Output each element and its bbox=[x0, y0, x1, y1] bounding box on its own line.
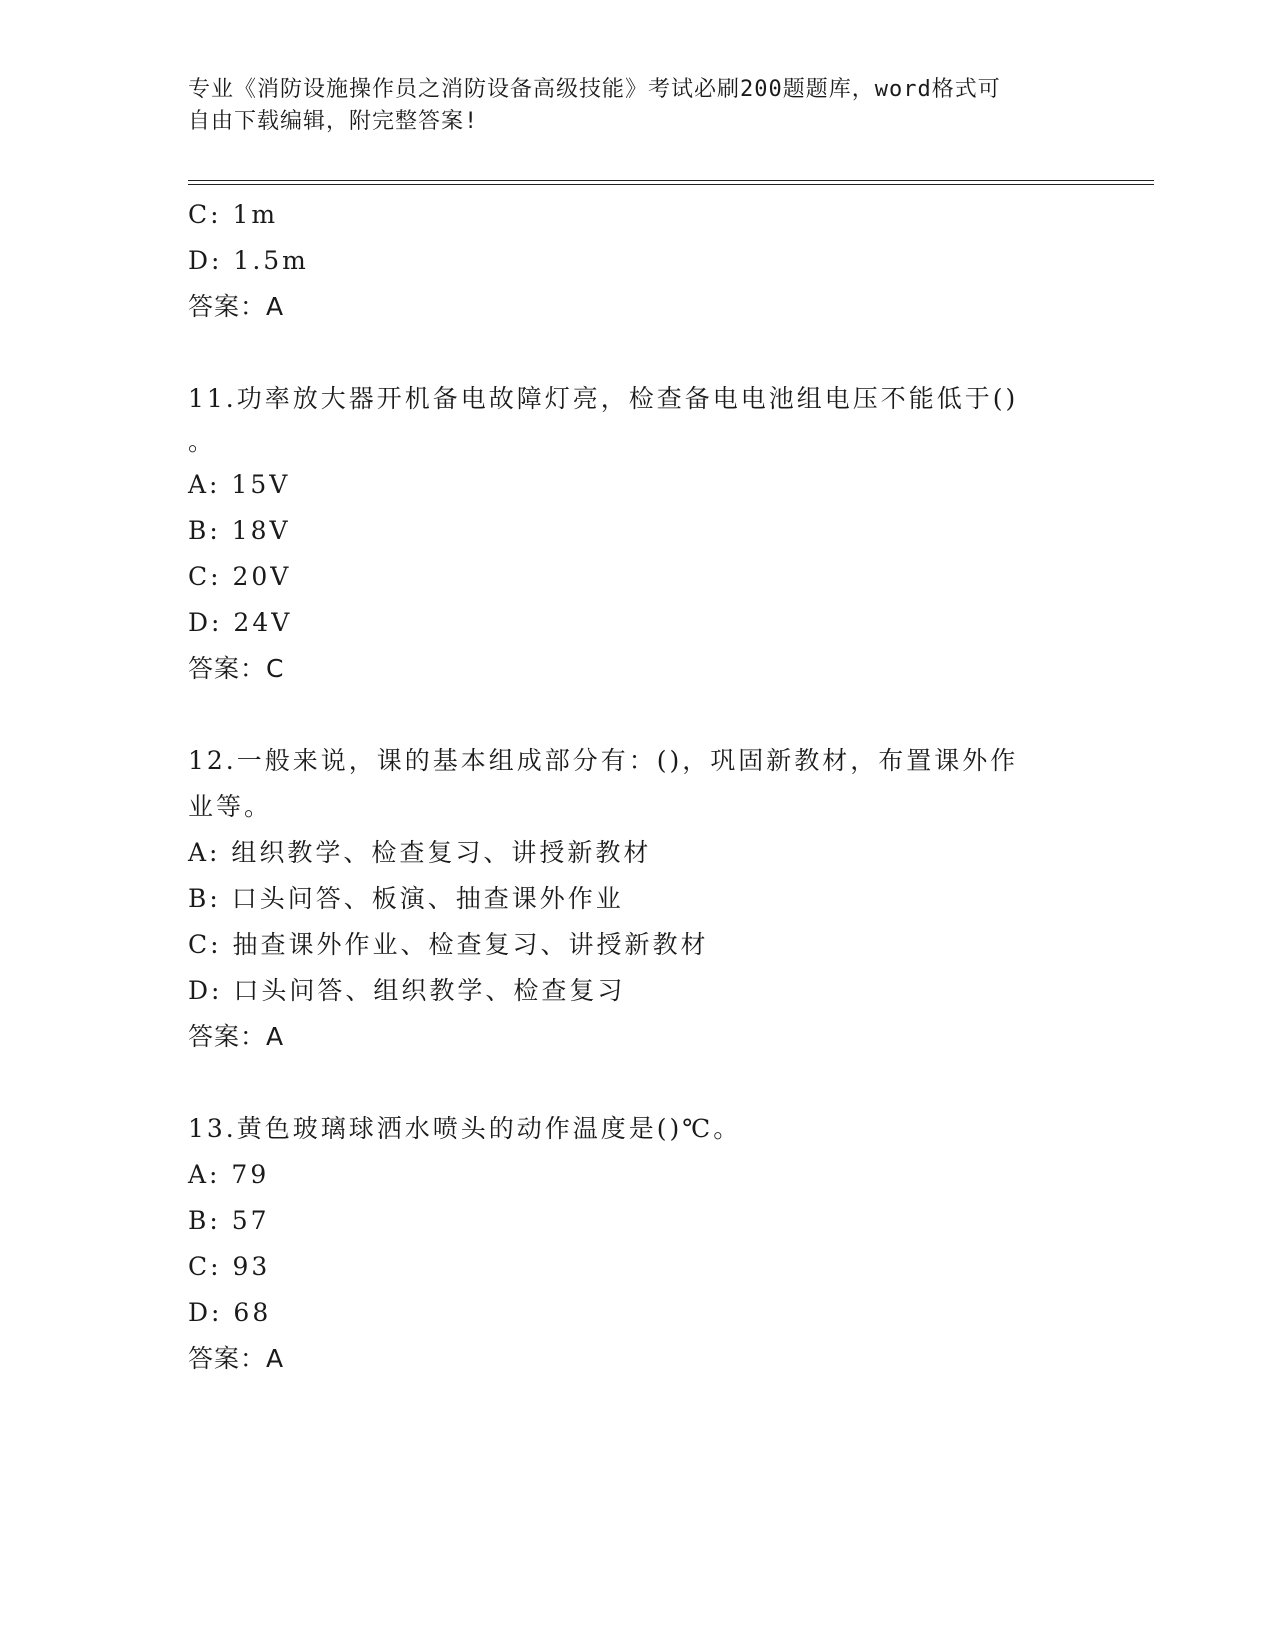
question-stem: 11.功率放大器开机备电故障灯亮，检查备电电池组电压不能低于() bbox=[188, 384, 1019, 413]
header-divider-top bbox=[188, 180, 1154, 181]
option-b: B: 57 bbox=[188, 1206, 270, 1235]
question-10-tail bbox=[188, 192, 1148, 330]
header-divider-bottom bbox=[188, 184, 1154, 185]
question-11 bbox=[188, 376, 1148, 692]
question-list bbox=[188, 192, 1148, 1382]
question-stem-continuation: 。 bbox=[188, 427, 217, 456]
spacer bbox=[188, 1060, 1148, 1106]
header-title-line-2: 自由下载编辑，附完整答案! bbox=[188, 109, 479, 134]
option-d: D: 1.5m bbox=[188, 246, 309, 275]
question-stem: 12.一般来说，课的基本组成部分有：()，巩固新教材，布置课外作 bbox=[188, 746, 1019, 775]
header-title-line-1: 专业《消防设施操作员之消防设备高级技能》考试必刷200题题库，word格式可 bbox=[188, 77, 1001, 102]
question-stem-continuation: 业等。 bbox=[188, 792, 273, 821]
option-b: B: 口头问答、板演、抽查课外作业 bbox=[188, 884, 624, 913]
option-c: C: 20V bbox=[188, 562, 292, 591]
option-d: D: 24V bbox=[188, 608, 293, 637]
option-b: B: 18V bbox=[188, 516, 291, 545]
spacer bbox=[188, 692, 1148, 738]
answer-line: 答案：A bbox=[188, 1022, 285, 1051]
question-stem: 13.黄色玻璃球洒水喷头的动作温度是()℃。 bbox=[188, 1114, 742, 1143]
question-13 bbox=[188, 1106, 1148, 1382]
option-c: C: 抽查课外作业、检查复习、讲授新教材 bbox=[188, 930, 709, 959]
answer-line: 答案：A bbox=[188, 1344, 285, 1373]
option-c: C: 1m bbox=[188, 200, 279, 229]
option-a: A: 79 bbox=[188, 1160, 270, 1189]
question-12 bbox=[188, 738, 1148, 1060]
document-header bbox=[188, 74, 1088, 138]
option-a: A: 组织教学、检查复习、讲授新教材 bbox=[188, 838, 652, 867]
option-a: A: 15V bbox=[188, 470, 291, 499]
spacer bbox=[188, 330, 1148, 376]
answer-line: 答案：A bbox=[188, 292, 285, 321]
option-d: D: 口头问答、组织教学、检查复习 bbox=[188, 976, 626, 1005]
option-c: C: 93 bbox=[188, 1252, 271, 1281]
option-d: D: 68 bbox=[188, 1298, 272, 1327]
answer-line: 答案：C bbox=[188, 654, 285, 683]
